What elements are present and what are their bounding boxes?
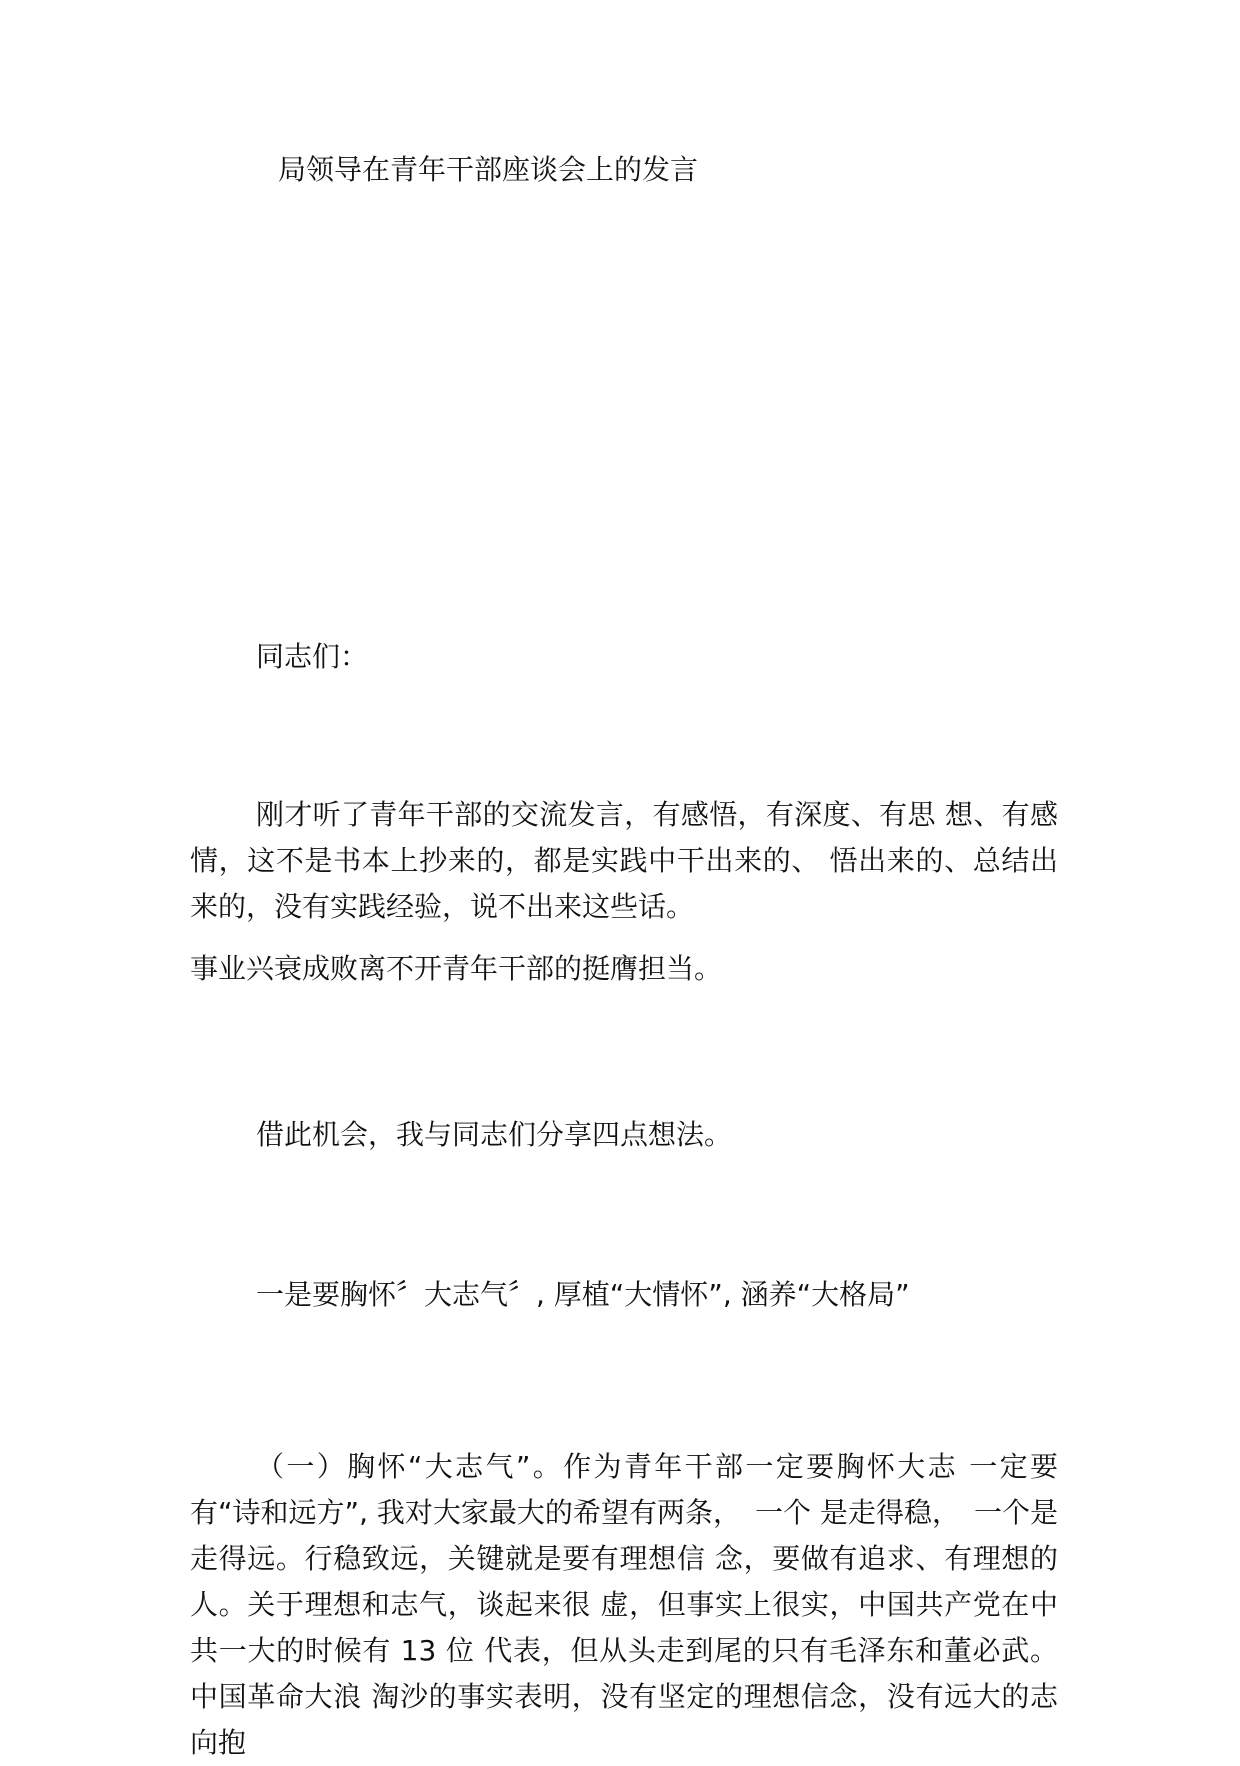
section-1-paragraph: （一）胸怀“大志气”。作为青年干部一定要胸怀大志 一定要有“诗和远方”, 我对大家最大的希望有两条， 一个 是走得稳， 一个是走得远。行稳致远，关键就是要有理想信 念，要做有追求、有理想的人。关于理想和志气，谈起来很 虚，但事实上很实，中国共产党在中共一大的时候有 13 位 代表，但从头走到尾的只有毛泽东和董必武。中国革命大浪 淘沙的事实表明，没有坚定的理想信念，没有远大的志向抱 <box>190 1450 1058 1759</box>
section-heading-1: 一是要胸怀〞大志气〞, 厚植“大情怀”, 涵养“大格局” <box>256 1278 910 1311</box>
document-title: 局领导在青年干部座谈会上的发言 <box>278 153 699 186</box>
share-paragraph: 借此机会，我与同志们分享四点想法。 <box>256 1118 733 1151</box>
statement-paragraph: 事业兴衰成败离不开青年干部的挺膺担当。 <box>190 952 723 985</box>
intro-paragraph: 刚才听了青年干部的交流发言，有感悟，有深度、有思 想、有感情，这不是书本上抄来的，都是实践中干出来的、 悟出来的、总结出来的，没有实践经验，说不出来这些话。 <box>190 798 1058 923</box>
greeting-paragraph: 同志们： <box>256 640 369 673</box>
